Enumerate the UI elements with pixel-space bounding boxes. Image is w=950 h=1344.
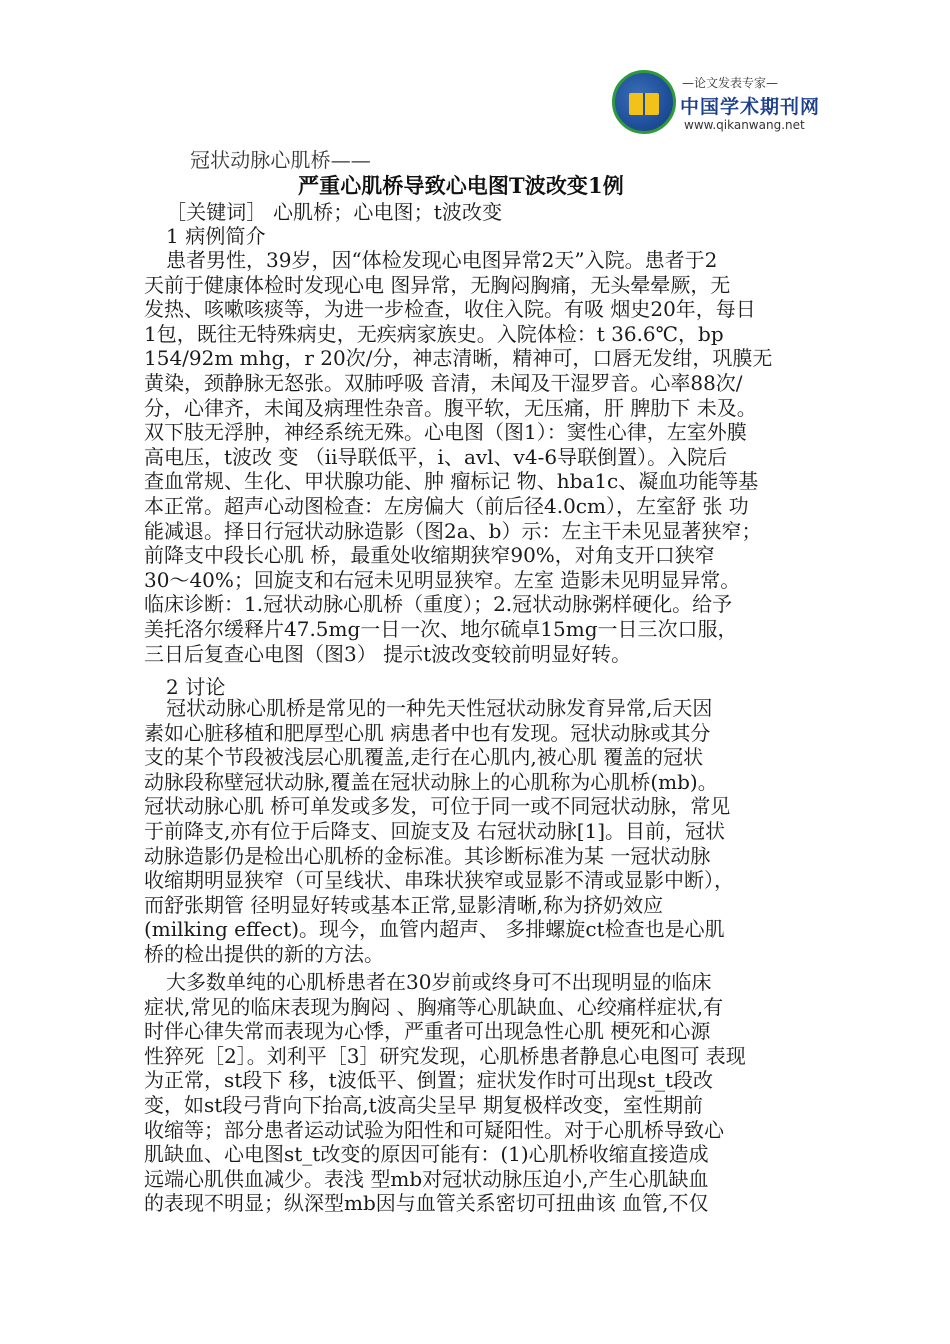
text-line: 1包，既往无特殊病史，无疾病家族史。入院体检：t 36.6℃，bp [144,321,724,346]
paragraph-case-report [144,248,804,666]
logo-emblem-icon [612,70,676,134]
text-line: 冠状动脉心肌桥是常见的一种先天性冠状动脉发育异常,后天因 [166,696,713,720]
pre-title: 冠状动脉心肌桥—— [190,148,371,172]
keywords: ［关键词］ 心肌桥；心电图；t波改变 [166,200,503,224]
text-line: 能减退。择日行冠状动脉造影（图2a、b）示：左主干未见显著狭窄； [144,518,762,543]
section-heading-discussion: 2 讨论 [166,675,226,699]
text-line: 变，如st段弓背向下抬高,t波高尖呈早 期复极样改变，室性期前 [144,1092,704,1117]
text-line: 30～40%；回旋支和右冠未见明显狭窄。左室 造影未见明显异常。 [144,567,741,592]
logo-url: www.qikanwang.net [684,118,805,132]
text-line: 而舒张期管 径明显好转或基本正常,显影清晰,称为挤奶效应 [144,892,664,917]
text-line: 素如心脏移植和肥厚型心肌 病患者中也有发现。冠状动脉或其分 [144,720,711,745]
text-line: 症状,常见的临床表现为胸闷 、胸痛等心肌缺血、心绞痛样症状,有 [144,994,724,1019]
text-line: 性猝死［2］。刘利平［3］研究发现，心肌桥患者静息心电图可 表现 [144,1043,746,1068]
text-line: 前降支中段长心肌 桥，最重处收缩期狭窄90%，对角支开口狭窄 [144,543,715,568]
logo-tagline: —论文发表专家— [682,76,779,90]
text-line: 收缩等；部分患者运动试验为阳性和可疑阳性。对于心肌桥导致心 [144,1117,724,1142]
text-line: 患者男性，39岁，因“体检发现心电图异常2天”入院。患者于2 [166,248,718,272]
text-line: 收缩期明显狭窄（可呈线状、串珠状狭窄或显影不清或显影中断）， [144,868,734,893]
text-line: 桥的检出提供的新的方法。 [144,941,384,966]
text-line: (milking effect)。现今，血管内超声、 多排螺旋ct检查也是心肌 [144,917,725,942]
text-line: 高电压，t波改 变 （ii导联低平，i、avl、v4-6导联倒置）。入院后 [144,444,728,469]
text-line: 于前降支,亦有位于后降支、回旋支及 右冠状动脉[1]。目前，冠状 [144,818,726,843]
text-line: 154/92m mhg，r 20次/分，神志清晰，精神可，口唇无发绀，巩膜无 [144,346,773,371]
text-line: 时伴心律失常而表现为心悸，严重者可出现急性心肌 梗死和心源 [144,1019,711,1044]
text-line: 发热、咳嗽咳痰等，为进一步检查，收住入院。有吸 烟史20年，每日 [144,297,756,322]
paragraph-discussion-1 [144,696,804,967]
text-line: 查血常规、生化、甲状腺功能、肿 瘤标记 物、hba1c、凝血功能等基 [144,469,759,494]
text-line: 黄染，颈静脉无怒张。双肺呼吸 音清，未闻及干湿罗音。心率88次/ [144,370,743,395]
journal-logo [612,66,822,148]
section-heading-case: 1 病例简介 [166,224,266,248]
text-line: 天前于健康体检时发现心电 图异常，无胸闷胸痛，无头晕晕厥，无 [144,272,731,297]
text-line: 的表现不明显；纵深型mb因与血管关系密切可扭曲该 血管,不仅 [144,1191,709,1216]
article-title: 严重心肌桥导致心电图T波改变1例 [298,173,624,198]
text-line: 大多数单纯的心肌桥患者在30岁前或终身可不出现明显的临床 [166,970,712,994]
text-line: 动脉造影仍是检出心肌桥的金标准。其诊断标准为某 一冠状动脉 [144,843,711,868]
text-line: 本正常。超声心动图检查：左房偏大（前后径4.0cm），左室舒 张 功 [144,493,749,518]
text-line: 为正常，st段下 移，t波低平、倒置；症状发作时可出现st_t段改 [144,1068,714,1093]
text-line: 三日后复查心电图（图3） 提示t波改变较前明显好转。 [144,641,632,666]
text-line: 支的某个节段被浅层心肌覆盖,走行在心肌内,被心肌 覆盖的冠状 [144,745,704,770]
text-line: 临床诊断：1.冠状动脉心肌桥（重度）；2.冠状动脉粥样硬化。给予 [144,592,733,617]
text-line: 动脉段称壁冠状动脉,覆盖在冠状动脉上的心肌称为心肌桥(mb)。 [144,769,718,794]
text-line: 美托洛尔缓释片47.5mg一日一次、地尔硫卓15mg一日三次口服， [144,616,738,641]
logo-name: 中国学术期刊网 [680,96,821,118]
text-line: 分，心律齐，未闻及病理性杂音。腹平软，无压痛，肝 脾肋下 未及。 [144,395,757,420]
text-line: 双下肢无浮肿，神经系统无殊。心电图（图1）：窦性心律，左室外膜 [144,420,747,445]
text-line: 冠状动脉心肌 桥可单发或多发，可位于同一或不同冠状动脉，常见 [144,794,731,819]
paragraph-discussion-2 [144,970,804,1216]
text-line: 肌缺血、心电图st_t改变的原因可能有：(1)心肌桥收缩直接造成 [144,1142,709,1167]
text-line: 远端心肌供血减少。表浅 型mb对冠状动脉压迫小,产生心肌缺血 [144,1166,709,1191]
